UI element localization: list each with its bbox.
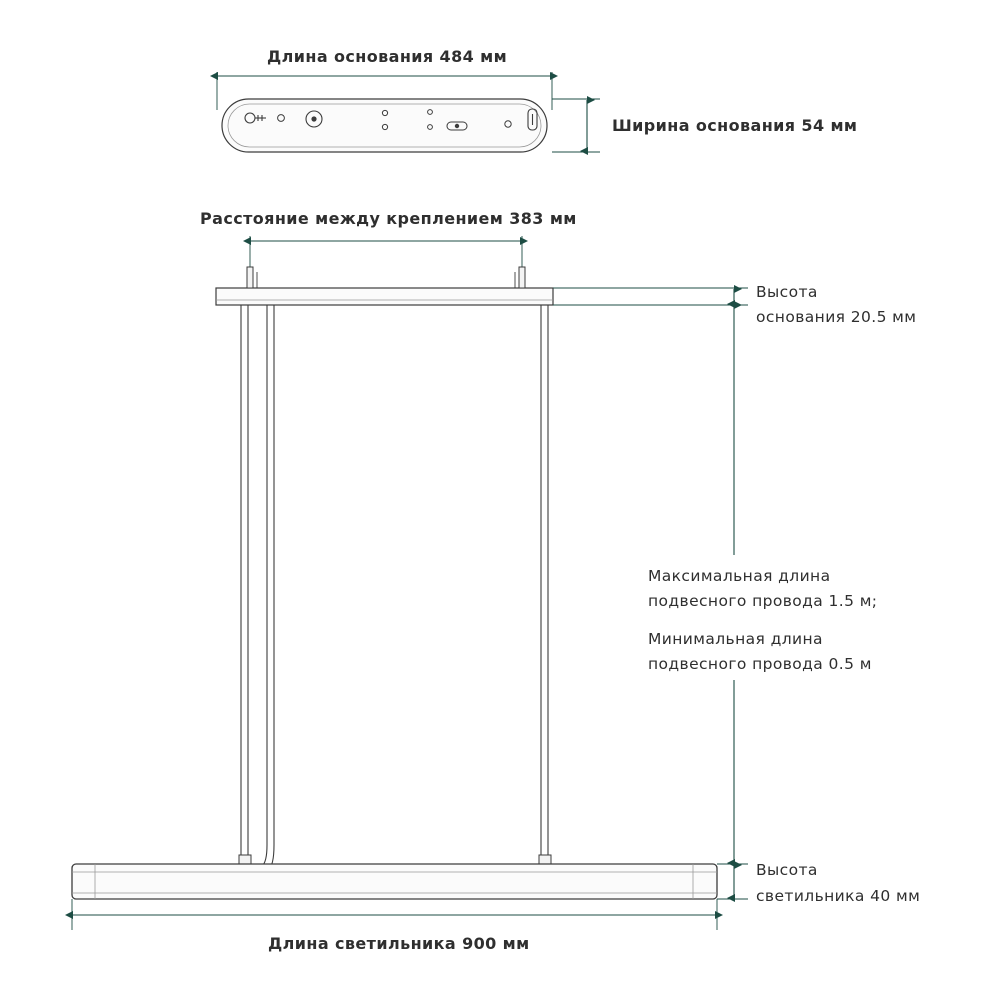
dim-lamp-height xyxy=(717,864,748,899)
label-lamp-length: Длина светильника 900 мм xyxy=(268,934,530,953)
label-cable-max-line2: подвесного провода 1.5 м; xyxy=(648,592,878,610)
label-base-width: Ширина основания 54 мм xyxy=(612,116,858,135)
label-cable-max-line1: Максимальная длина xyxy=(648,567,831,585)
label-cable-min-line2: подвесного провода 0.5 м xyxy=(648,655,872,673)
dim-mount-distance xyxy=(250,236,522,288)
luminaire-body xyxy=(72,864,717,899)
label-base-height-line2: основания 20.5 мм xyxy=(756,308,917,326)
base-front-view xyxy=(216,267,553,305)
base-top-view xyxy=(222,99,547,152)
dim-base-width xyxy=(552,99,600,152)
label-base-height-line1: Высота xyxy=(756,283,818,301)
dim-lamp-length xyxy=(72,899,717,930)
suspension-cables xyxy=(239,305,551,870)
label-mount-distance: Расстояние между креплением 383 мм xyxy=(200,209,577,228)
label-lamp-height-line1: Высота xyxy=(756,861,818,879)
label-base-length: Длина основания 484 мм xyxy=(267,47,508,66)
label-cable-min-line1: Минимальная длина xyxy=(648,630,823,648)
dim-base-height xyxy=(553,288,748,305)
label-lamp-height-line2: светильника 40 мм xyxy=(756,887,921,905)
